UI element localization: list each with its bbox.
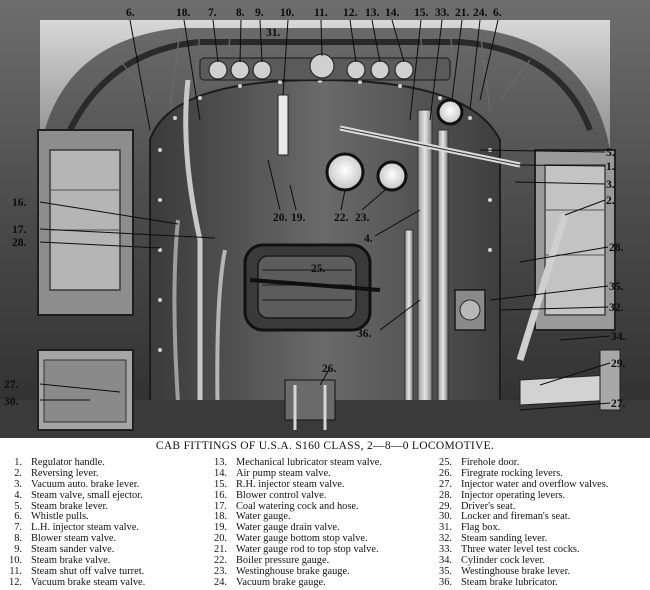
callout-31: 31. xyxy=(266,27,281,39)
callout-28-right: 28. xyxy=(609,242,624,254)
legend-item-number: 33. xyxy=(439,544,452,556)
legend-item-label: Vacuum auto. brake lever. xyxy=(31,478,140,490)
callout-12: 12. xyxy=(343,7,358,19)
legend-item-label: Water gauge drain valve. xyxy=(236,522,340,534)
legend-item-label: Vacuum brake steam valve. xyxy=(31,576,146,588)
legend-item-number: 29. xyxy=(439,500,452,512)
callout-5: 5. xyxy=(606,147,615,159)
legend-item xyxy=(430,491,608,502)
callout-19: 19. xyxy=(291,212,306,224)
legend-item xyxy=(205,502,382,513)
legend-item-label: Driver's seat. xyxy=(461,500,516,512)
legend-item-number: 9. xyxy=(14,544,22,556)
callout-2: 2. xyxy=(606,195,615,207)
callout-7: 7. xyxy=(208,7,217,19)
legend-item-number: 34. xyxy=(439,555,452,567)
legend-item-number: 16. xyxy=(214,489,227,501)
legend-item-label: Regulator handle. xyxy=(31,457,105,468)
legend-item-number: 22. xyxy=(214,555,227,567)
callout-17: 17. xyxy=(12,224,27,236)
callout-21: 21. xyxy=(455,7,470,19)
legend-item-label: R.H. injector steam valve. xyxy=(236,478,345,490)
legend-item-label: Firegrate rocking levers. xyxy=(461,467,563,479)
legend-item-number: 14. xyxy=(214,467,227,479)
callout-27-right: 27. xyxy=(611,398,626,410)
legend-item-number: 28. xyxy=(439,489,452,501)
callout-32: 32. xyxy=(609,302,624,314)
callout-14: 14. xyxy=(385,7,400,19)
callout-18: 18. xyxy=(176,7,191,19)
legend-item-number: 8. xyxy=(14,533,22,545)
callout-28-left: 28. xyxy=(12,237,27,249)
legend-item-label: Reversing lever. xyxy=(31,467,99,479)
legend-item-number: 15. xyxy=(214,478,227,490)
legend-item-label: Water gauge bottom stop valve. xyxy=(236,533,368,545)
callout-11: 11. xyxy=(314,7,328,19)
callout-29: 29. xyxy=(611,358,626,370)
callout-15: 15. xyxy=(414,7,429,19)
legend-item-label: Blower control valve. xyxy=(236,489,327,501)
legend-column-2 xyxy=(205,458,382,589)
legend-item-label: Steam sanding lever. xyxy=(461,533,548,545)
legend-item-label: Air pump steam valve. xyxy=(236,467,331,479)
legend-item-label: Steam sander valve. xyxy=(31,544,115,556)
legend-item-label: Firehole door. xyxy=(461,457,520,468)
legend-item-label: Whistle pulls. xyxy=(31,511,89,523)
legend-item xyxy=(430,512,608,523)
callout-1: 1. xyxy=(606,161,615,173)
legend-item-number: 17. xyxy=(214,500,227,512)
legend-item-number: 20. xyxy=(214,533,227,545)
legend-item xyxy=(0,578,145,589)
legend-item-number: 31. xyxy=(439,522,452,534)
legend-item-label: Steam valve, small ejector. xyxy=(31,489,143,501)
legend-item-number: 24. xyxy=(214,576,227,588)
legend-item-label: Locker and fireman's seat. xyxy=(461,511,571,523)
legend-item-label: Westinghouse brake lever. xyxy=(461,565,571,577)
callout-25: 25. xyxy=(311,263,326,275)
legend-item-number: 6. xyxy=(14,511,22,523)
legend-item-label: Flag box. xyxy=(461,522,501,534)
legend-item-number: 27. xyxy=(439,478,452,490)
legend-item-number: 30. xyxy=(439,511,452,523)
callout-9: 9. xyxy=(255,7,264,19)
legend-column-3 xyxy=(430,458,608,589)
callout-8: 8. xyxy=(236,7,245,19)
legend-item-label: Coal watering cock and hose. xyxy=(236,500,359,512)
legend-item-number: 10. xyxy=(9,555,22,567)
legend-item-number: 11. xyxy=(9,565,22,577)
legend-item-number: 36. xyxy=(439,576,452,588)
callout-16: 16. xyxy=(12,197,27,209)
legend-item-number: 7. xyxy=(14,522,22,534)
legend-item-label: Injector water and overflow valves. xyxy=(461,478,609,490)
legend-item-number: 35. xyxy=(439,565,452,577)
legend-column-1 xyxy=(0,458,145,589)
callout-34: 34. xyxy=(611,331,626,343)
legend-item-label: Steam brake valve. xyxy=(31,555,111,567)
callout-3: 3. xyxy=(606,179,615,191)
legend-item-label: Water gauge. xyxy=(236,511,291,523)
figure-caption: CAB FITTINGS OF U.S.A. S160 CLASS, 2—8—0 LOCOMOTIVE. xyxy=(155,440,495,452)
legend-item-number: 3. xyxy=(14,478,22,490)
callout-27-left: 27. xyxy=(4,379,19,391)
legend-item xyxy=(430,578,608,589)
callout-6-left: 6. xyxy=(126,7,135,19)
legend-item xyxy=(205,578,382,589)
callout-6-right: 6. xyxy=(493,7,502,19)
callout-24: 24. xyxy=(473,7,488,19)
legend-item-label: L.H. injector steam valve. xyxy=(31,522,139,534)
legend-item-label: Steam brake lubricator. xyxy=(461,576,558,588)
legend-item-number: 26. xyxy=(439,467,452,479)
callout-4: 4. xyxy=(364,233,373,245)
callout-20: 20. xyxy=(273,212,288,224)
callout-10: 10. xyxy=(280,7,295,19)
legend-item-number: 13. xyxy=(214,457,227,468)
legend-item-number: 1. xyxy=(14,457,22,468)
legend-item-number: 23. xyxy=(214,565,227,577)
legend-item-label: Steam brake lever. xyxy=(31,500,109,512)
legend-item-number: 18. xyxy=(214,511,227,523)
legend-item-number: 12. xyxy=(9,576,22,588)
legend-item-label: Cylinder cock lever. xyxy=(461,555,545,567)
legend-item-number: 25. xyxy=(439,457,452,468)
callout-26: 26. xyxy=(322,363,337,375)
legend-item-number: 4. xyxy=(14,489,22,501)
legend-item-label: Steam shut off valve turret. xyxy=(31,565,145,577)
legend-item-label: Vacuum brake gauge. xyxy=(236,576,326,588)
legend-item-label: Injector operating levers. xyxy=(461,489,566,501)
legend-item-label: Mechanical lubricator steam valve. xyxy=(236,457,382,468)
callout-30: 30. xyxy=(4,396,19,408)
callout-22: 22. xyxy=(334,212,349,224)
callout-13: 13. xyxy=(365,7,380,19)
legend-item-label: Water gauge rod to top stop valve. xyxy=(236,544,379,556)
legend-item-label: Westinghouse brake gauge. xyxy=(236,565,350,577)
legend-item-number: 19. xyxy=(214,522,227,534)
legend-item-label: Boiler pressure gauge. xyxy=(236,555,330,567)
legend-item-label: Three water level test cocks. xyxy=(461,544,580,556)
legend-item-number: 32. xyxy=(439,533,452,545)
callout-23: 23. xyxy=(355,212,370,224)
legend-item-number: 21. xyxy=(214,544,227,556)
legend-item-label: Blower steam valve. xyxy=(31,533,117,545)
callout-33: 33. xyxy=(435,7,450,19)
callout-36: 36. xyxy=(357,328,372,340)
legend-item xyxy=(205,491,382,502)
legend-item xyxy=(0,491,145,502)
callout-35: 35. xyxy=(609,281,624,293)
legend-item-number: 5. xyxy=(14,500,22,512)
legend xyxy=(0,458,650,588)
legend-item-number: 2. xyxy=(14,467,22,479)
